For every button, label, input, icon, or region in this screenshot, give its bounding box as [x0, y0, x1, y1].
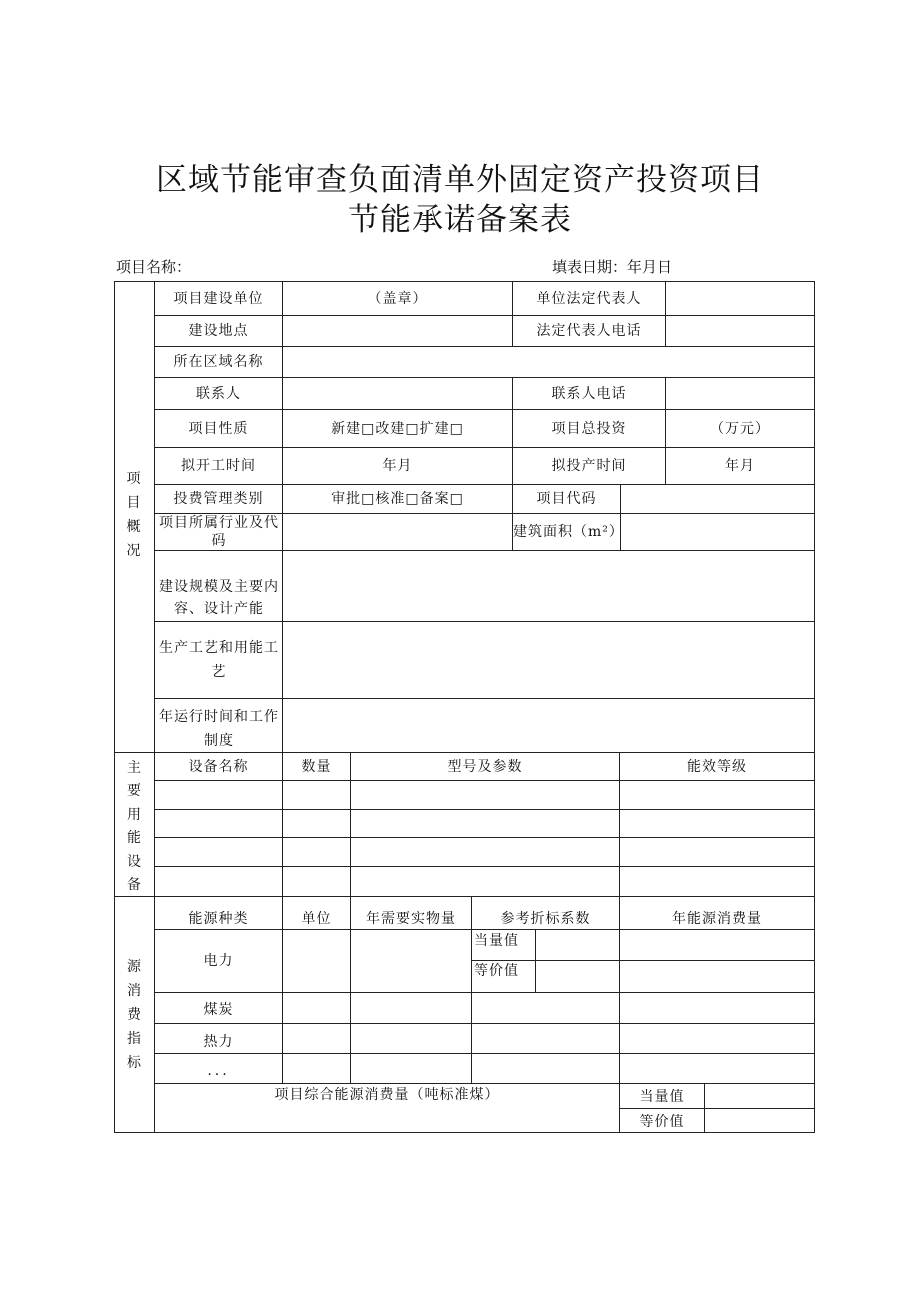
overview-section-label: 项目概况: [126, 471, 142, 559]
total-equivalent-label: 当量值: [639, 1088, 685, 1105]
electricity-price-label: 等价值: [474, 963, 519, 979]
production-time-value[interactable]: 年月: [725, 458, 755, 474]
start-time-label: 拟开工时间: [181, 458, 256, 474]
energy-electricity-label: 电力: [203, 953, 234, 969]
operation-label: 年运行时间和工作制度: [159, 709, 279, 749]
document-title-line2: 节能承诺备案表: [348, 202, 572, 238]
operation-input[interactable]: [283, 699, 814, 752]
electricity-equivalent-label: 当量值: [474, 933, 519, 949]
process-label: 生产工艺和用能工艺: [159, 640, 279, 680]
seal-note: （盖章）: [367, 290, 428, 307]
energy-header-consumption: 年能源消费量: [672, 911, 762, 927]
total-equivalent-input[interactable]: [705, 1084, 814, 1108]
document-title-line1: 区域节能审查负面清单外固定资产投资项目: [156, 162, 764, 198]
energy-header-type: 能源种类: [188, 911, 249, 927]
legal-rep-input[interactable]: [666, 282, 814, 315]
energy-heat-label: 热力: [203, 1034, 234, 1050]
energy-section-label: 源消费指标: [127, 959, 142, 1071]
scale-input[interactable]: [283, 551, 814, 621]
legal-rep-phone-input[interactable]: [666, 316, 814, 346]
equipment-header-efficiency: 能效等级: [687, 758, 747, 775]
location-input[interactable]: [283, 316, 512, 346]
legal-rep-phone-label: 法定代表人电话: [536, 323, 642, 339]
equipment-header-model: 型号及参数: [447, 758, 523, 775]
floor-area-input[interactable]: [621, 514, 814, 550]
total-price-label: 等价值: [639, 1113, 685, 1130]
contact-input[interactable]: [283, 378, 512, 409]
contact-phone-label: 联系人电话: [551, 385, 627, 402]
total-investment-unit: （万元）: [710, 420, 770, 437]
start-time-value[interactable]: 年月: [382, 458, 413, 474]
production-time-label: 拟投产时间: [551, 458, 627, 474]
process-input[interactable]: [283, 622, 814, 698]
floor-area-label: 建筑面积（m²）: [513, 524, 624, 540]
management-options[interactable]: 审批□核准□备案□: [331, 491, 464, 507]
equipment-header-quantity: 数量: [301, 758, 332, 775]
region-input[interactable]: [283, 347, 814, 377]
total-price-input[interactable]: [705, 1109, 814, 1132]
fill-date-label: 填表日期：年月日: [552, 258, 673, 276]
project-code-input[interactable]: [621, 485, 814, 513]
total-consumption-label: 项目综合能源消费量（吨标准煤）: [274, 1087, 500, 1103]
energy-etc-label: ...: [207, 1063, 230, 1079]
energy-header-quantity: 年需要实物量: [366, 911, 456, 927]
management-type-label: 投费管理类别: [173, 491, 264, 507]
equipment-header-name: 设备名称: [188, 758, 249, 775]
location-label: 建设地点: [188, 323, 249, 339]
industry-label: 项目所属行业及代码: [159, 515, 279, 549]
nature-options[interactable]: 新建□改建□扩建□: [331, 420, 464, 437]
legal-rep-label: 单位法定代表人: [536, 290, 642, 307]
contact-label: 联系人: [196, 385, 241, 402]
project-name-label: 项目名称：: [116, 258, 192, 276]
energy-header-unit: 单位: [301, 911, 332, 927]
project-code-label: 项目代码: [536, 491, 597, 507]
construction-unit-label: 项目建设单位: [173, 290, 264, 307]
nature-label: 项目性质: [188, 420, 249, 437]
scale-label: 建设规模及主要内容、设计产能: [159, 579, 279, 617]
total-investment-label: 项目总投资: [551, 420, 627, 437]
contact-phone-input[interactable]: [666, 378, 814, 409]
region-label: 所在区域名称: [173, 354, 264, 370]
industry-input[interactable]: [283, 514, 512, 550]
energy-coal-label: 煤炭: [203, 1002, 234, 1018]
equipment-section-label: 主要用能设备: [127, 759, 142, 893]
energy-header-coefficient: 参考折标系数: [500, 911, 591, 927]
